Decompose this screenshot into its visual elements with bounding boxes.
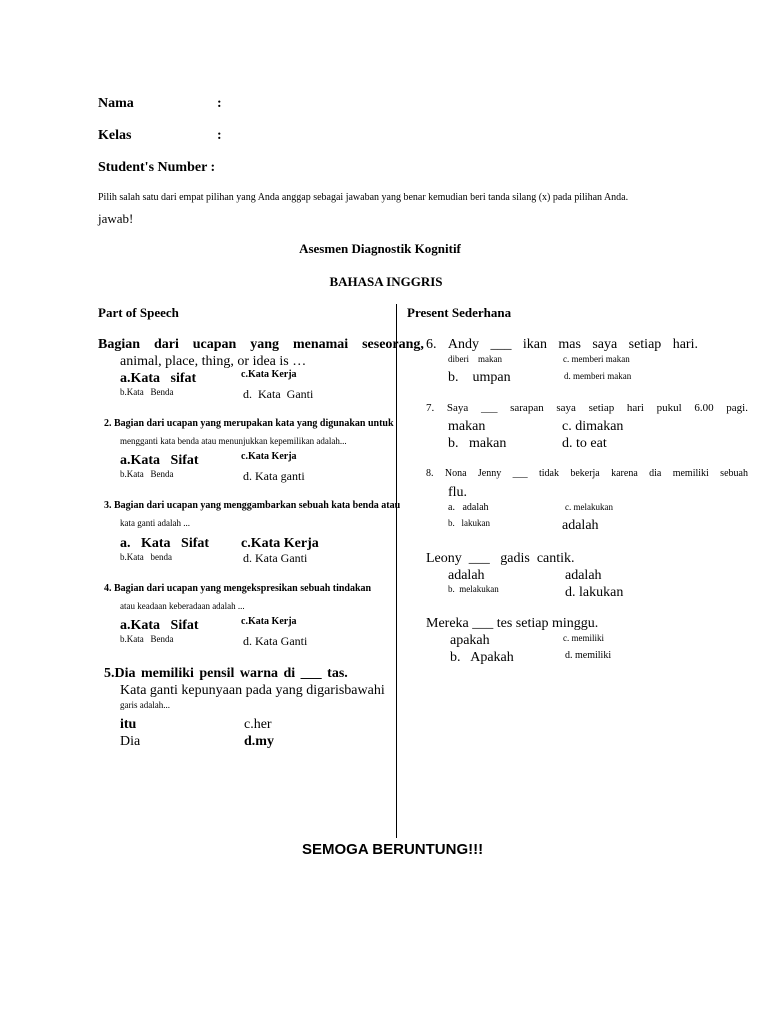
q9-option-b[interactable]: b. melakukan — [448, 584, 499, 594]
closing-text: SEMOGA BERUNTUNG!!! — [302, 841, 484, 858]
nama-colon: : — [217, 96, 222, 111]
column-divider — [396, 304, 397, 838]
instruction-line-1: Pilih salah satu dari empat pilihan yang Anda anggap sebagai jawaban yang benar kemudian beri tanda silang (x) pada pilihan Anda. — [98, 192, 629, 203]
q10-option-c[interactable]: c. memiliki — [563, 633, 604, 643]
doc-subtitle: BAHASA INGGRIS — [329, 274, 443, 289]
q2-stem-line-1: 2. Bagian dari ucapan yang merupakan kata yang digunakan untuk — [104, 418, 394, 429]
q9-stem-line-1: Leony ___ gadis cantik. — [426, 551, 575, 566]
q10-stem-line-1: Mereka ___ tes setiap minggu. — [426, 616, 599, 631]
student-number-label: Student's Number : — [98, 160, 216, 175]
q9-option-c[interactable]: adalah — [565, 568, 602, 583]
q5-option-c[interactable]: c.her — [244, 717, 272, 732]
q3-option-a[interactable]: a. Kata Sifat — [120, 536, 210, 551]
q7-option-d[interactable]: d. to eat — [562, 436, 607, 451]
q4-option-b[interactable]: b.Kata Benda — [120, 634, 174, 644]
q7-option-b[interactable]: b. makan — [448, 436, 507, 451]
q8-option-b[interactable]: b. lakukan — [448, 518, 490, 528]
right-heading: Present Sederhana — [407, 305, 512, 320]
q5-option-d[interactable]: d.my — [244, 734, 274, 749]
q10-option-a[interactable]: apakah — [450, 633, 490, 648]
q6-option-d[interactable]: d. memberi makan — [564, 371, 632, 381]
q9-option-d[interactable]: d. lakukan — [565, 585, 624, 600]
q1-stem-line-1: Bagian dari ucapan yang menamai seseorang, — [98, 337, 424, 352]
q1-option-d[interactable]: d. Kata Ganti — [243, 387, 314, 401]
q2-option-b[interactable]: b.Kata Benda — [120, 469, 174, 479]
q6-option-c[interactable]: c. memberi makan — [563, 354, 630, 364]
q4-stem-line-1: 4. Bagian dari ucapan yang mengekspresikan sebuah tindakan — [104, 583, 372, 594]
q10-option-b[interactable]: b. Apakah — [450, 650, 514, 665]
q8-stem-line-1: 8. Nona Jenny ___ tidak bekerja karena dia memiliki sebuah — [426, 468, 748, 479]
q4-option-a[interactable]: a.Kata Sifat — [120, 618, 199, 633]
q5-option-b[interactable]: Dia — [120, 734, 141, 749]
kelas-label: Kelas — [98, 128, 132, 143]
q1-option-b[interactable]: b.Kata Benda — [120, 387, 174, 397]
q7-option-c[interactable]: c. dimakan — [562, 419, 624, 434]
q5-stem-line-3: garis adalah... — [120, 700, 170, 710]
kelas-colon: : — [217, 128, 222, 143]
q5-stem-line-2: Kata ganti kepunyaan pada yang digarisbawahi — [120, 683, 385, 698]
q1-option-c[interactable]: c.Kata Kerja — [241, 369, 297, 380]
q8-option-a[interactable]: a. adalah — [448, 502, 489, 513]
q4-option-d[interactable]: d. Kata Ganti — [243, 634, 308, 648]
q1-option-a[interactable]: a.Kata sifat — [120, 371, 197, 386]
q7-stem-line-1: 7. Saya ___ sarapan saya setiap hari pukul 6.00 pagi. — [426, 402, 748, 414]
q10-option-d[interactable]: d. memiliki — [565, 650, 612, 661]
q6-stem-line-1: 6. Andy ___ ikan mas saya setiap hari. — [426, 337, 698, 352]
left-heading: Part of Speech — [98, 305, 179, 320]
q4-stem-line-2: atau keadaan keberadaan adalah ... — [120, 601, 245, 611]
q3-option-d[interactable]: d. Kata Ganti — [243, 551, 308, 565]
q8-option-c[interactable]: c. melakukan — [565, 502, 613, 512]
q2-option-d[interactable]: d. Kata ganti — [243, 469, 305, 483]
q5-option-a[interactable]: itu — [120, 717, 137, 732]
q3-stem-line-2: kata ganti adalah ... — [120, 518, 190, 528]
q6-option-b[interactable]: b. umpan — [448, 370, 511, 385]
q3-option-c[interactable]: c.Kata Kerja — [241, 536, 319, 551]
q3-option-b[interactable]: b.Kata benda — [120, 552, 172, 562]
q3-stem-line-1: 3. Bagian dari ucapan yang menggambarkan sebuah kata benda atau — [104, 500, 401, 511]
q4-option-c[interactable]: c.Kata Kerja — [241, 616, 297, 627]
q2-option-c[interactable]: c.Kata Kerja — [241, 451, 297, 462]
nama-label: Nama — [98, 96, 134, 111]
q6-option-a[interactable]: diberi makan — [448, 354, 502, 364]
q5-stem-line-1: 5.Dia memiliki pensil warna di ___ tas. — [104, 666, 348, 681]
q9-option-a[interactable]: adalah — [448, 568, 485, 583]
q2-option-a[interactable]: a.Kata Sifat — [120, 453, 199, 468]
q1-stem-line-2: animal, place, thing, or idea is … — [120, 354, 307, 369]
doc-title: Asesmen Diagnostik Kognitif — [299, 241, 461, 256]
q8-stem-line-2: flu. — [448, 485, 468, 500]
q7-option-a[interactable]: makan — [448, 419, 486, 434]
instruction-line-2: jawab! — [98, 211, 134, 226]
q2-stem-line-2: mengganti kata benda atau menunjukkan kepemilikan adalah... — [120, 436, 347, 446]
q8-option-d[interactable]: adalah — [562, 518, 599, 533]
